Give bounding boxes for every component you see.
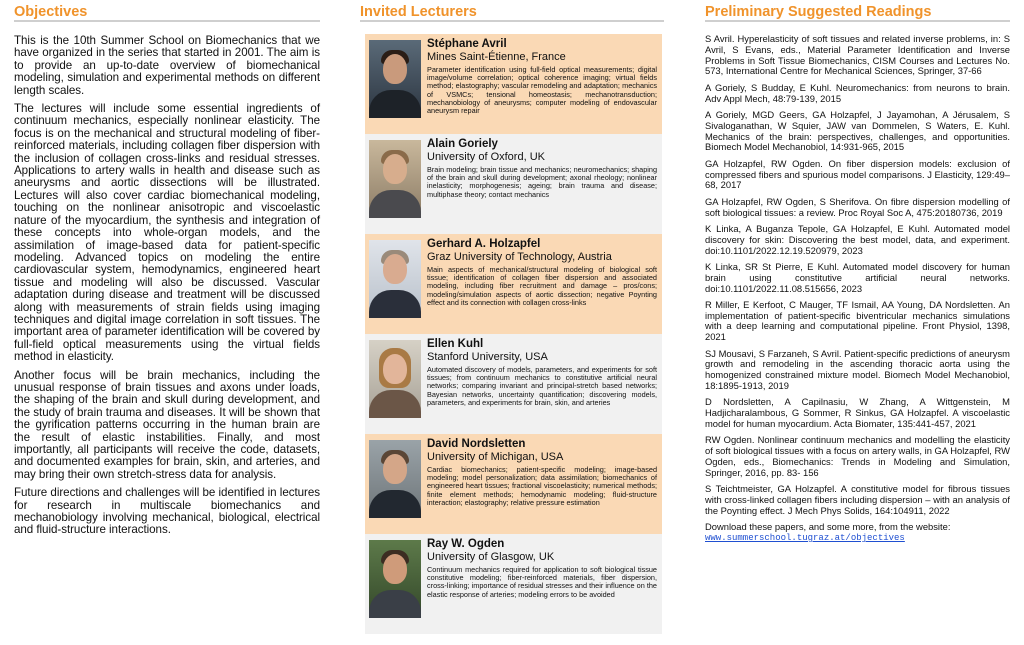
reading-item: RW Ogden. Nonlinear continuum mechanics and modelling the elasticity of soft biological tissues with a focus on artery walls, in GA Holzapfel, RW Ogden, eds., Biomechanics: Trends in Modeling and Simulation, Springer, 2016, pp. 83- 156 xyxy=(705,434,1010,478)
lecturer-name: Stéphane Avril xyxy=(427,38,507,50)
lecturer-affiliation: Mines Saint-Étienne, France xyxy=(427,51,566,63)
download-text: Download these papers, and some more, from the website: xyxy=(705,521,951,533)
objectives-column xyxy=(14,0,320,543)
lecturer-description: Automated discovery of models, parameters, and experiments for soft tissues; from continuum mechanics to constitutive artificial neural networks; comparing invariant and principal-stretch based networks; Bayesian networks, uncertainty quantification; discovering models, parameters, and experiments for brain, skin, and arteries xyxy=(427,365,657,407)
reading-item: S Avril. Hyperelasticity of soft tissues and related inverse problems, in: S Avril, S Evans, eds., Material Parameter Identification and Inverse Problems in Soft Tissue Biomechanics, CISM Courses and Lectures No. 573, International Centre for Mechanical Sciences, Springer, 37-66 xyxy=(705,33,1010,77)
reading-item: A Goriely, MGD Geers, GA Holzapfel, J Jayamohan, A Jérusalem, S Sivaloganathan, W Squier, JAW van Dommelen, S Waters, E. Kuhl. Mechanics of the brain: perspectives, challenges, and opportunities. Biomech Model Mechanobiol, 14:931-965, 2015 xyxy=(705,108,1010,153)
lecturer-photo xyxy=(369,40,421,118)
reading-item: S Teichtmeister, GA Holzapfel. A constitutive model for fibrous tissues with cross-linked collagen fibers including dispersion – with an analysis of the Poynting effect. J Mech Phys Solids, 164:104911, 2022 xyxy=(705,483,1010,516)
lecturer-description: Parameter identification using full-field optical measurements; digital image/volume correlation; optical coherence imaging; virtual fields method; elastography; vascular remodeling and adaptation; mechanics of VSMCs; tensional homeostasis; mechanotransduction; mechanobiology of aneurysms; computer modeling of endovascular aneurysm repair xyxy=(427,65,657,116)
lecturer-card-avril xyxy=(365,34,662,134)
lecturer-card-kuhl xyxy=(365,334,662,434)
lecturer-card-nordsletten xyxy=(365,434,662,534)
objectives-text xyxy=(14,35,320,537)
reading-item: R Miller, E Kerfoot, C Mauger, TF Ismail, AA Young, DA Nordsletten. An implementation of patient-specific biventricular mechanics simulations with a deep learning and computational pipeline. Front Physiol, 1398, 2021 xyxy=(705,298,1010,343)
lecturer-affiliation: University of Glasgow, UK xyxy=(427,551,555,563)
readings-column xyxy=(703,0,1010,544)
lecturer-name: Ray W. Ogden xyxy=(427,538,505,550)
lecturer-affiliation: University of Oxford, UK xyxy=(427,151,545,163)
reading-item: K Linka, SR St Pierre, E Kuhl. Automated model discovery for human brain using constitutive artificial neural networks. doi:10.1101/2022.11.08.515656, 2023 xyxy=(705,260,1010,294)
readings-title: Preliminary Suggested Readings xyxy=(705,0,1010,22)
lecturer-description: Cardiac biomechanics; patient-specific modeling; image-based modeling; model personalization; data assimilation; biomechanics of engineered heart tissues; fractional viscoelasticity; numerical methods; finite element methods; hemodynamic modeling; fluid-structure interaction; elastography; relative pressure estimation xyxy=(427,465,657,507)
reading-list xyxy=(705,34,1010,544)
reading-item: D Nordsletten, A Capilnasiu, W Zhang, A Wittgenstein, M Hadjicharalambous, G Sommer, R Sinkus, GA Holzapfel. A viscoelastic model for human myocardium. Acta Biomater, 135:441-457, 2021 xyxy=(705,396,1010,430)
reading-item: GA Holzapfel, RW Ogden. On fiber dispersion models: exclusion of compressed fibers and spurious model comparisons. J Elasticity, 129:49–68, 2017 xyxy=(705,157,1010,191)
lecturer-photo xyxy=(369,240,421,318)
lecturer-photo xyxy=(369,440,421,518)
download-note xyxy=(705,522,1010,544)
lecturer-affiliation: University of Michigan, USA xyxy=(427,451,564,463)
objectives-title: Objectives xyxy=(14,0,320,22)
lecturers-title: Invited Lecturers xyxy=(360,0,664,22)
objectives-paragraph: The lectures will include some essential ingredients of continuum mechanics, especially nonlinear elasticity. The focus is on the mechanical and structural modeling of fiber-reinforced materials, including collagen fiber dispersion with the inclusion of collagen cross-links and residual stresses. Applications to artery walls in health and disease such as aneurysms and aortic dissections will be illustrated. Lectures will also cover cardiac biomechanical modeling, touching on the nonlinear anisotropic and viscoelastic nature of the myocardium, the synthesis and integration of these concepts into whole-organ models, and the assimilation of image-based data for patient-specific modeling. Advanced topics on modeling the entire cardiovascular system, hemodynamics, engineered heart tissue and modeling will also be discussed. Vascular adaptation during disease and treatment will be discussed along with measurements of strain fields using imaging techniques and digital image correlation in soft tissues. The important area of parameter identification will be covered by full-field optical measurements using the virtual fields method in elasticity. xyxy=(14,102,320,364)
lecturer-name: David Nordsletten xyxy=(427,438,526,450)
lecturer-description: Brain modeling; brain tissue and mechanics; neuromechanics; shaping of the brain and skull during development; axonal rheology; nonlinear inelasticity; morphogenesis; ageing; brain trauma and disease; multiphase theory; contact mechanics xyxy=(427,165,657,199)
lecturer-photo xyxy=(369,140,421,218)
reading-item: A Goriely, S Budday, E Kuhl. Neuromechanics: from neurons to brain. Adv Appl Mech, 48:79-139, 2015 xyxy=(705,81,1010,104)
lecturer-list xyxy=(365,34,662,634)
lecturers-column xyxy=(358,0,664,634)
lecturer-card-holzapfel xyxy=(365,234,662,334)
lecturer-photo xyxy=(369,540,421,618)
download-link[interactable]: www.summerschool.tugraz.at/objectives xyxy=(705,533,905,543)
lecturer-photo xyxy=(369,340,421,418)
lecturer-affiliation: Stanford University, USA xyxy=(427,351,548,363)
reading-item: K Linka, A Buganza Tepole, GA Holzapfel, E Kuhl. Automated model discovery for skin: Discovering the best model, data, and experiment. doi:10.1101/2022.12.19.520979, 2023 xyxy=(705,222,1010,256)
lecturer-description: Continuum mechanics required for application to soft biological tissue constitutive modeling; fiber-reinforced materials, fiber dispersion, cross-linking; importance of residual stresses and their influence on the elastic response of arteries; modeling errors to be avoided xyxy=(427,565,657,599)
objectives-paragraph: Future directions and challenges will be identified in lectures for research in multiscale biomechanics and mechanobiology involving mechanical, biological, electrical and fluid-structure interactions. xyxy=(14,486,320,537)
objectives-paragraph: Another focus will be brain mechanics, including the unusual response of brain tissues and axons under loads, the shaping of the brain and skull during development, and the study of brain trauma and diseases. It will be shown that the gyrification patterns occurring in the human brain are the result of elastic instabilities. Finally, and most importantly, all participants will receive the code, datasets, and documented examples for brain, skin, and arteries, and may bring their own stretch-stress data for analysis. xyxy=(14,368,320,481)
objectives-paragraph: This is the 10th Summer School on Biomechanics that we have organized in the series that started in 2001. The aim is to provide an up-to-date overview of biomechanical modeling, simulation and experimental methods on different length scales. xyxy=(14,34,320,97)
lecturer-description: Main aspects of mechanical/structural modeling of biological soft tissue; identification of collagen fiber dispersion and associated modeling, including fiber recruitment and damage – pros/cons; modeling/simulation aspects of aortic dissection; negative Poynting effect and its connection with collagen cross-links xyxy=(427,265,657,307)
lecturer-affiliation: Graz University of Technology, Austria xyxy=(427,251,612,263)
reading-item: GA Holzapfel, RW Ogden, S Sherifova. On fibre dispersion modelling of soft biological tissues: a review. Proc Royal Soc A, 475:20180736, 2019 xyxy=(705,195,1010,218)
lecturer-name: Alain Goriely xyxy=(427,138,498,150)
lecturer-name: Gerhard A. Holzapfel xyxy=(427,238,541,250)
lecturer-card-ogden xyxy=(365,534,662,634)
reading-item: SJ Mousavi, S Farzaneh, S Avril. Patient-specific predictions of aneurysm growth and remodeling in the ascending thoracic aorta using the homogenized constrained mixture model. Biomech Model Mechanobiol, 18:1895-1913, 2019 xyxy=(705,347,1010,392)
lecturer-name: Ellen Kuhl xyxy=(427,338,484,350)
lecturer-card-goriely xyxy=(365,134,662,234)
